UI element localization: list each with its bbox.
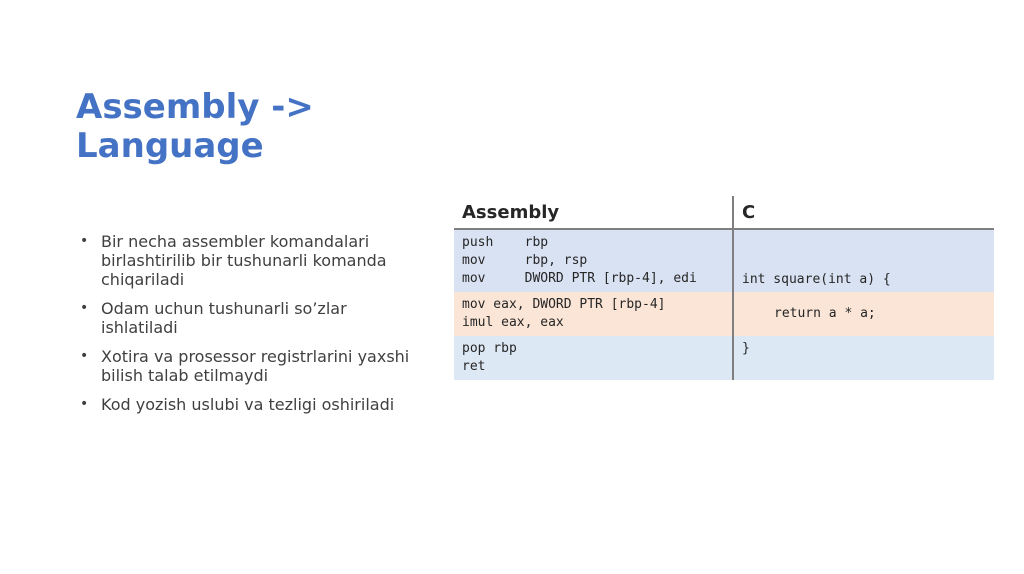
bullet-list xyxy=(80,232,410,424)
assembly-code-cell: pop rbp ret xyxy=(454,336,733,380)
slide-title-line-2: Language xyxy=(76,126,264,166)
table-row xyxy=(454,229,994,292)
header-assembly: Assembly xyxy=(454,196,733,229)
comparison-table xyxy=(454,196,994,380)
bullet-item xyxy=(80,299,410,337)
bullet-item xyxy=(80,232,410,289)
table-row xyxy=(454,336,994,380)
bullet-marker: • xyxy=(80,348,89,364)
assembly-code-cell: push rbp mov rbp, rsp mov DWORD PTR [rbp-4], edi xyxy=(454,229,733,292)
header-c: C xyxy=(733,196,994,229)
table-header-row xyxy=(454,196,994,229)
bullet-item xyxy=(80,347,410,385)
c-code-cell: return a * a; xyxy=(733,292,994,336)
c-code-cell: } xyxy=(733,336,994,380)
slide-title xyxy=(76,88,436,166)
bullet-text: Xotira va prosessor registrlarini yaxshi bilish talab etilmaydi xyxy=(101,347,410,385)
bullet-text: Kod yozish uslubi va tezligi oshiriladi xyxy=(101,395,395,414)
bullet-text: Bir necha assembler komandalari birlashtirilib bir tushunarli komanda chiqariladi xyxy=(101,232,387,289)
c-code-cell: int square(int a) { xyxy=(733,229,994,292)
bullet-text: Odam uchun tushunarli so’zlar ishlatiladi xyxy=(101,299,347,337)
bullet-item xyxy=(80,395,410,414)
assembly-code-cell: mov eax, DWORD PTR [rbp-4] imul eax, eax xyxy=(454,292,733,336)
table-row xyxy=(454,292,994,336)
bullet-marker: • xyxy=(80,233,89,249)
slide-title-line-1: Assembly -> xyxy=(76,87,314,127)
bullet-marker: • xyxy=(80,300,89,316)
bullet-marker: • xyxy=(80,396,89,412)
